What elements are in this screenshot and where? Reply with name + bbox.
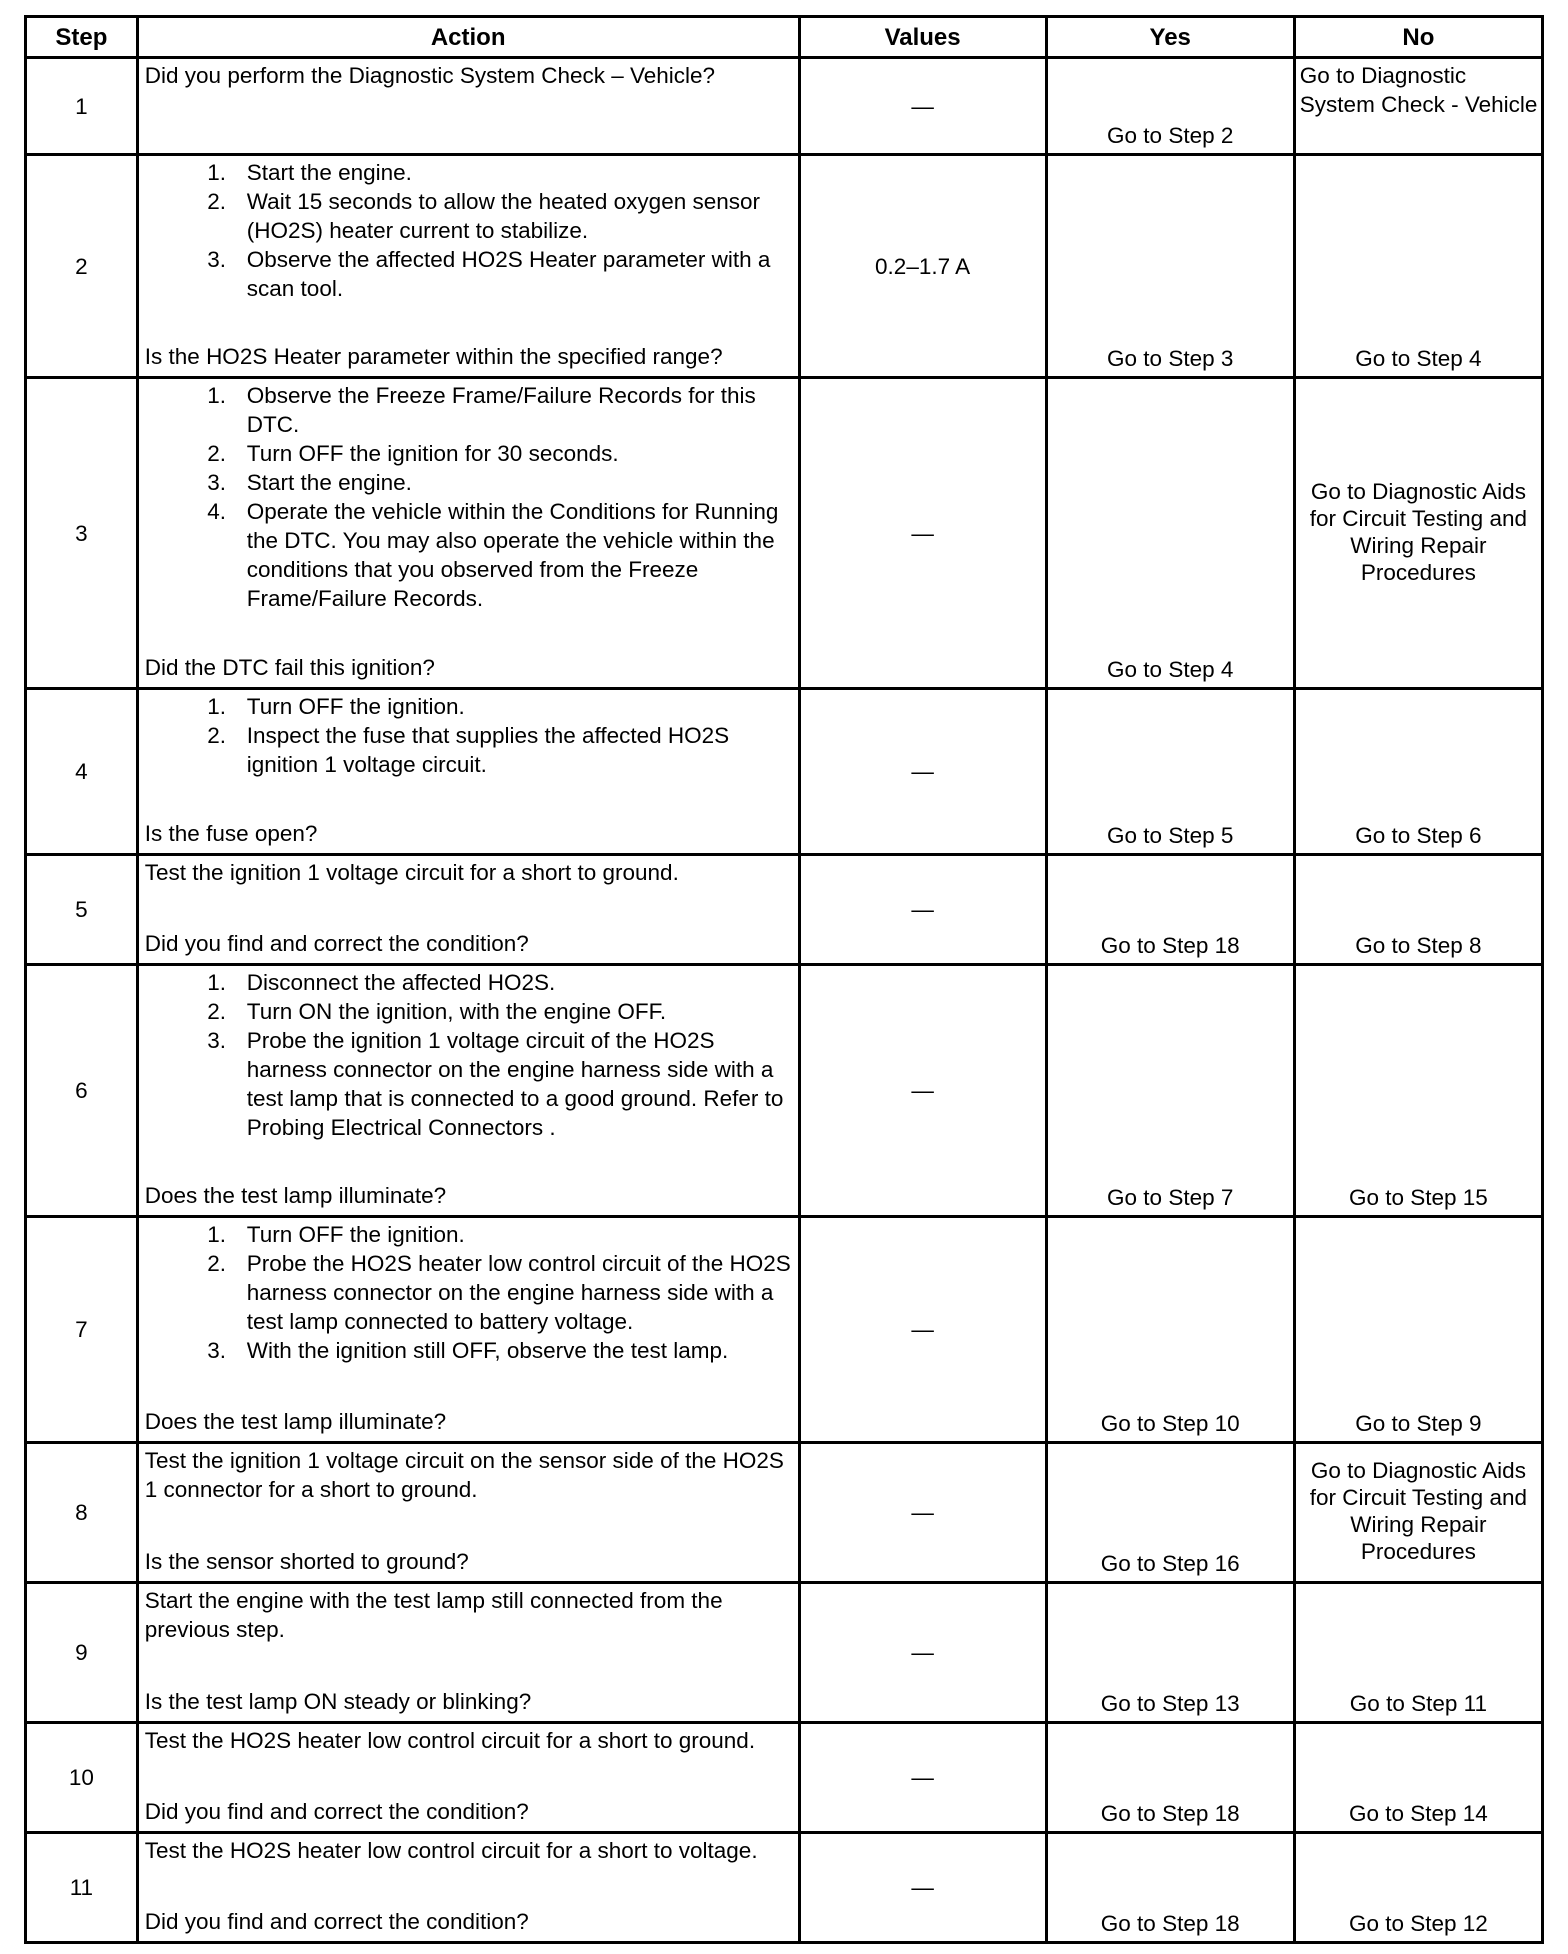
yes-cell: Go to Step 18	[1046, 1723, 1294, 1833]
yes-cell: Go to Step 18	[1046, 1833, 1294, 1943]
table-row	[26, 1833, 1543, 1943]
table-row	[26, 855, 1543, 965]
step-number: 8	[26, 1443, 138, 1583]
action-text: Did you perform the Diagnostic System Check – Vehicle?	[144, 63, 716, 88]
table-row	[26, 1443, 1543, 1583]
action-step-item: 1. Turn OFF the ignition.	[245, 1220, 794, 1249]
action-cell	[137, 689, 799, 855]
action-question: Did you find and correct the condition?	[144, 1799, 529, 1824]
action-question: Is the HO2S Heater parameter within the specified range?	[144, 344, 723, 369]
header-row	[26, 17, 1543, 58]
action-steps-list	[145, 1220, 794, 1365]
action-text: Test the ignition 1 voltage circuit on the sensor side of the HO2S 1 connector for a short to ground.	[144, 1448, 784, 1502]
table-row	[26, 1217, 1543, 1443]
action-question: Does the test lamp illuminate?	[144, 1183, 447, 1208]
action-step-item: 1. Turn OFF the ignition.	[245, 692, 794, 721]
step-number: 10	[26, 1723, 138, 1833]
action-cell	[137, 1583, 799, 1723]
table-row	[26, 58, 1543, 155]
action-step-item: 3. With the ignition still OFF, observe the test lamp.	[245, 1336, 794, 1365]
header-yes: Yes	[1046, 17, 1294, 58]
action-step-item: 2. Turn OFF the ignition for 30 seconds.	[245, 439, 794, 468]
table-body	[26, 58, 1543, 1943]
no-cell: Go to Step 12	[1294, 1833, 1542, 1943]
action-steps-list	[145, 692, 794, 779]
action-step-item: 2. Inspect the fuse that supplies the affected HO2S ignition 1 voltage circuit.	[245, 721, 794, 779]
value-cell: —	[799, 1583, 1046, 1723]
no-cell: Go to Step 14	[1294, 1723, 1542, 1833]
action-text: Test the ignition 1 voltage circuit for a short to ground.	[144, 860, 679, 885]
action-cell	[137, 378, 799, 689]
step-number: 4	[26, 689, 138, 855]
value-cell: —	[799, 689, 1046, 855]
yes-cell: Go to Step 10	[1046, 1217, 1294, 1443]
yes-cell: Go to Step 7	[1046, 965, 1294, 1217]
action-step-item: 3. Probe the ignition 1 voltage circuit of the HO2S harness connector on the engine harness side with a test lamp that is connected to a good ground. Refer to Probing Electrical Connectors .	[245, 1026, 794, 1142]
no-cell: Go to Step 11	[1294, 1583, 1542, 1723]
action-cell	[137, 155, 799, 378]
table-row	[26, 1583, 1543, 1723]
value-cell: —	[799, 1217, 1046, 1443]
no-cell: Go to Step 4	[1294, 155, 1542, 378]
action-cell	[137, 965, 799, 1217]
action-question: Is the test lamp ON steady or blinking?	[144, 1689, 532, 1714]
action-text: Test the HO2S heater low control circuit for a short to ground.	[144, 1728, 756, 1753]
step-number: 6	[26, 965, 138, 1217]
table-row	[26, 689, 1543, 855]
action-step-item: 2. Wait 15 seconds to allow the heated oxygen sensor (HO2S) heater current to stabilize.	[245, 187, 794, 245]
step-number: 7	[26, 1217, 138, 1443]
yes-cell: Go to Step 4	[1046, 378, 1294, 689]
value-cell: —	[799, 378, 1046, 689]
value-cell: —	[799, 1833, 1046, 1943]
action-steps-list	[145, 158, 794, 303]
header-no: No	[1294, 17, 1542, 58]
no-cell: Go to Step 8	[1294, 855, 1542, 965]
step-number: 3	[26, 378, 138, 689]
action-step-item: 3. Start the engine.	[245, 468, 794, 497]
no-cell: Go to Step 15	[1294, 965, 1542, 1217]
action-step-item: 2. Probe the HO2S heater low control circuit of the HO2S harness connector on the engine harness side with a test lamp connected to battery voltage.	[245, 1249, 794, 1336]
value-cell: —	[799, 58, 1046, 155]
yes-cell: Go to Step 2	[1046, 58, 1294, 155]
action-step-item: 1. Start the engine.	[245, 158, 794, 187]
no-cell: Go to Diagnostic Aids for Circuit Testing and Wiring Repair Procedures	[1294, 1443, 1542, 1583]
action-cell	[137, 1217, 799, 1443]
action-cell	[137, 1443, 799, 1583]
yes-cell: Go to Step 3	[1046, 155, 1294, 378]
action-question: Did you find and correct the condition?	[144, 1909, 529, 1934]
value-cell: —	[799, 1443, 1046, 1583]
action-step-item: 2. Turn ON the ignition, with the engine OFF.	[245, 997, 794, 1026]
step-number: 5	[26, 855, 138, 965]
value-cell: —	[799, 855, 1046, 965]
action-cell	[137, 58, 799, 155]
step-number: 11	[26, 1833, 138, 1943]
value-cell: —	[799, 965, 1046, 1217]
yes-cell: Go to Step 5	[1046, 689, 1294, 855]
action-question: Did you find and correct the condition?	[144, 931, 529, 956]
action-question: Is the sensor shorted to ground?	[144, 1549, 469, 1574]
action-cell	[137, 855, 799, 965]
no-cell: Go to Diagnostic System Check - Vehicle	[1294, 58, 1542, 155]
value-cell: 0.2–1.7 A	[799, 155, 1046, 378]
action-question: Did the DTC fail this ignition?	[144, 655, 435, 680]
step-number: 9	[26, 1583, 138, 1723]
yes-cell: Go to Step 16	[1046, 1443, 1294, 1583]
diagnostic-table	[24, 15, 1544, 1944]
yes-cell: Go to Step 13	[1046, 1583, 1294, 1723]
action-text: Test the HO2S heater low control circuit for a short to voltage.	[144, 1838, 758, 1863]
action-step-item: 1. Disconnect the affected HO2S.	[245, 968, 794, 997]
action-step-item: 4. Operate the vehicle within the Conditions for Running the DTC. You may also operate the vehicle within the conditions that you observed from the Freeze Frame/Failure Records.	[245, 497, 794, 613]
header-action: Action	[137, 17, 799, 58]
no-cell: Go to Step 6	[1294, 689, 1542, 855]
action-steps-list	[145, 381, 794, 613]
step-number: 2	[26, 155, 138, 378]
step-number: 1	[26, 58, 138, 155]
table-row	[26, 1723, 1543, 1833]
table-row	[26, 155, 1543, 378]
action-step-item: 1. Observe the Freeze Frame/Failure Records for this DTC.	[245, 381, 794, 439]
action-step-item: 3. Observe the affected HO2S Heater parameter with a scan tool.	[245, 245, 794, 303]
no-cell: Go to Step 9	[1294, 1217, 1542, 1443]
header-values: Values	[799, 17, 1046, 58]
action-question: Is the fuse open?	[144, 821, 318, 846]
action-cell	[137, 1723, 799, 1833]
no-cell: Go to Diagnostic Aids for Circuit Testing and Wiring Repair Procedures	[1294, 378, 1542, 689]
header-step: Step	[26, 17, 138, 58]
action-text: Start the engine with the test lamp still connected from the previous step.	[144, 1588, 723, 1642]
value-cell: —	[799, 1723, 1046, 1833]
table-row	[26, 965, 1543, 1217]
table-row	[26, 378, 1543, 689]
action-question: Does the test lamp illuminate?	[144, 1409, 447, 1434]
action-cell	[137, 1833, 799, 1943]
action-steps-list	[145, 968, 794, 1142]
yes-cell: Go to Step 18	[1046, 855, 1294, 965]
